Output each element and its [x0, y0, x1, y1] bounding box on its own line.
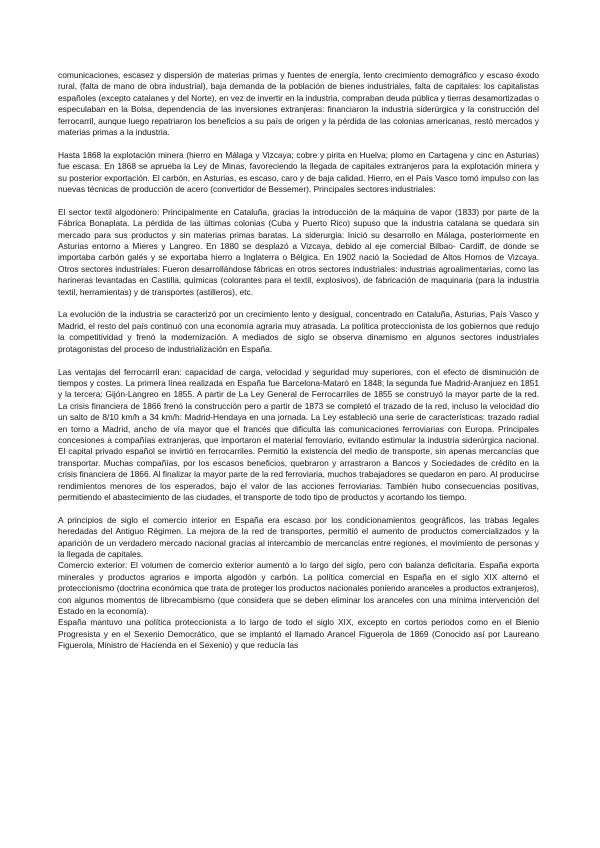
paragraph-protectionism: España mantuvo una política proteccionista a lo largo de todo el siglo XIX, excepto en cortos periodos como en el Bienio Progresista y en el Sexenio Democrático, que se implantó el llamado Arancel Figuerola de 1869 (Conocido así por Laureano Figuerola, Ministro de Hacienda en el Sexenio) y que reducía las [58, 617, 539, 651]
document-page [58, 70, 539, 652]
paragraph-mining: Hasta 1868 la explotación minera (hierro en Málaga y Vizcaya; cobre y pirita en Huelva; plomo en Cartagena y cinc en Asturias) fue escasa. En 1868 se aprueba la Ley de Minas, favoreciendo la llegada de capitales extranjeros para la explotación minera y su posterior exportación. El carbón, en Asturias, es escaso, caro y de baja calidad. Hierro, en el País Vasco tomó impulso con las nuevas técnicas de producción de acero (convertidor de Bessemer). Principales sectores industriales: [58, 149, 539, 195]
paragraph-industrial-sectors: El sector textil algodonero: Principalmente en Cataluña, gracias la introducción de la máquina de vapor (1833) por parte de la Fábrica Bonaplata. La pérdida de las últimas colonias (Cuba y Puerto Rico) supuso que la industria catalana se quedara sin mercado para sus productos y sin materias primas baratas. La siderurgia: Inició su desarrollo en Málaga, posteriormente en Asturias entorno a Mieres y Langreo. En 1880 se desplazó a Vizcaya, debido al eje comercial Bilbao- Cardiff, de donde se importaba carbón galés y se exportaba hierro a Inglaterra o Bélgica. En 1902 nació la Sociedad de Altos Hornos de Vizcaya. Otros sectores industriales: Fueron desarrollándose fábricas en otros sectores industriales: industrias agroalimentarias, como las harineras levantadas en Castilla, químicas (colorantes para el textil, explosivos), de fabricación de maquinaria (para la industria textil, herramientas) y de transportes (astilleros), etc. [58, 206, 539, 297]
paragraph-external-commerce: Comercio exterior: El volumen de comercio exterior aumentó a lo largo del siglo, pero con balanza deficitaria. España exporta minerales y productos agrarios e importa algodón y carbón. La política comercial en España en el siglo XIX alternó el proteccionismo (doctrina económica que trata de proteger los productos nacionales poniendo aranceles a productos extranjeros), con algunos momentos de librecambismo (que considera que se deben eliminar los aranceles con una mínima intervención del Estado en la economía). [58, 560, 539, 617]
paragraph-industrial-obstacles: comunicaciones, escasez y dispersión de materias primas y fuentes de energía, lento crecimiento demográfico y escaso éxodo rural, (falta de mano de obra industrial), baja demanda de la población de bienes industriales, falta de capitales: los capitalistas españoles (excepto catalanes y del Norte), en vez de invertir en la industria, compraban deuda pública y tierras desamortizadas o especulaban en la Bolsa, dependencia de las inversiones extranjeras: financiaron la industria siderúrgica y la construcción del ferrocarril, aunque luego repatriaron los beneficios a su país de origen y la pérdida de las colonias americanas, restó mercados y materias primas a la industria. [58, 70, 539, 138]
paragraph-railway: Las ventajas del ferrocarril eran: capacidad de carga, velocidad y seguridad muy superiores, con el efecto de disminución de tiempos y costes. La primera línea realizada en España fue Barcelona-Mataró en 1848; la segunda fue Madrid-Aranjuez en 1851 y la tercera: Gijón-Langreo en 1855. A partir de La Ley General de Ferrocarriles de 1855 se construyó la mayor parte de la red. La crisis financiera de 1866 frenó la construcción pero a partir de 1873 se completó el trazado de la red, incluso la velocidad dio un salto de 8/10 km/h a 34 km/h: Madrid-Hendaya en una jornada. La Ley estableció una serie de características: trazado radial en torno a Madrid, ancho de vía mayor que el francés que dificulta las comunicaciones ferroviarias con Europa. Principales concesiones a compañías extranjeras, que importaron el material ferroviario, evitando estimular la industria siderúrgica nacional. El capital privado español se invirtió en ferrocarriles. Permitió la existencia del medio de transporte, sin apenas mercancías que transportar. Muchas compañías, por los escasos beneficios, quebraron y arrastraron a Bancos y Sociedades de crédito en la crisis financiera de 1866. Al finalizar la mayor parte de la red ferroviaria, muchos trabajadores se quedaron en paro. Al producirse rendimientos menores de los esperados, bajo el valor de las acciones ferroviarias. También hubo consecuencias positivas, permitiendo el abastecimiento de las ciudades, el transporte de todo tipo de productos y acortando los tiempo. [58, 366, 539, 502]
paragraph-internal-commerce: A principios de siglo el comercio interior en España era escaso por los condicionamientos geográficos, las trabas legales heredadas del Antiguo Régimen. La mejora de la red de transportes, permitió el aumento de productos comercializados y la aparición de un verdadero mercado nacional gracias al intercambio de mercancías entre regiones, el movimiento de personas y la llegada de capitales. [58, 514, 539, 559]
paragraph-industry-evolution: La evolución de la industria se caracterizó por un crecimiento lento y desigual, concentrado en Cataluña, Asturias, País Vasco y Madrid, el resto del país continuó con una economía agraria muy atrasada. La política proteccionista de los gobiernos que redujo la competitividad y frenó la modernización. A mediados de siglo se observa dinamismo en algunos sectores industriales protagonistas del proceso de industrialización en España. [58, 309, 539, 354]
